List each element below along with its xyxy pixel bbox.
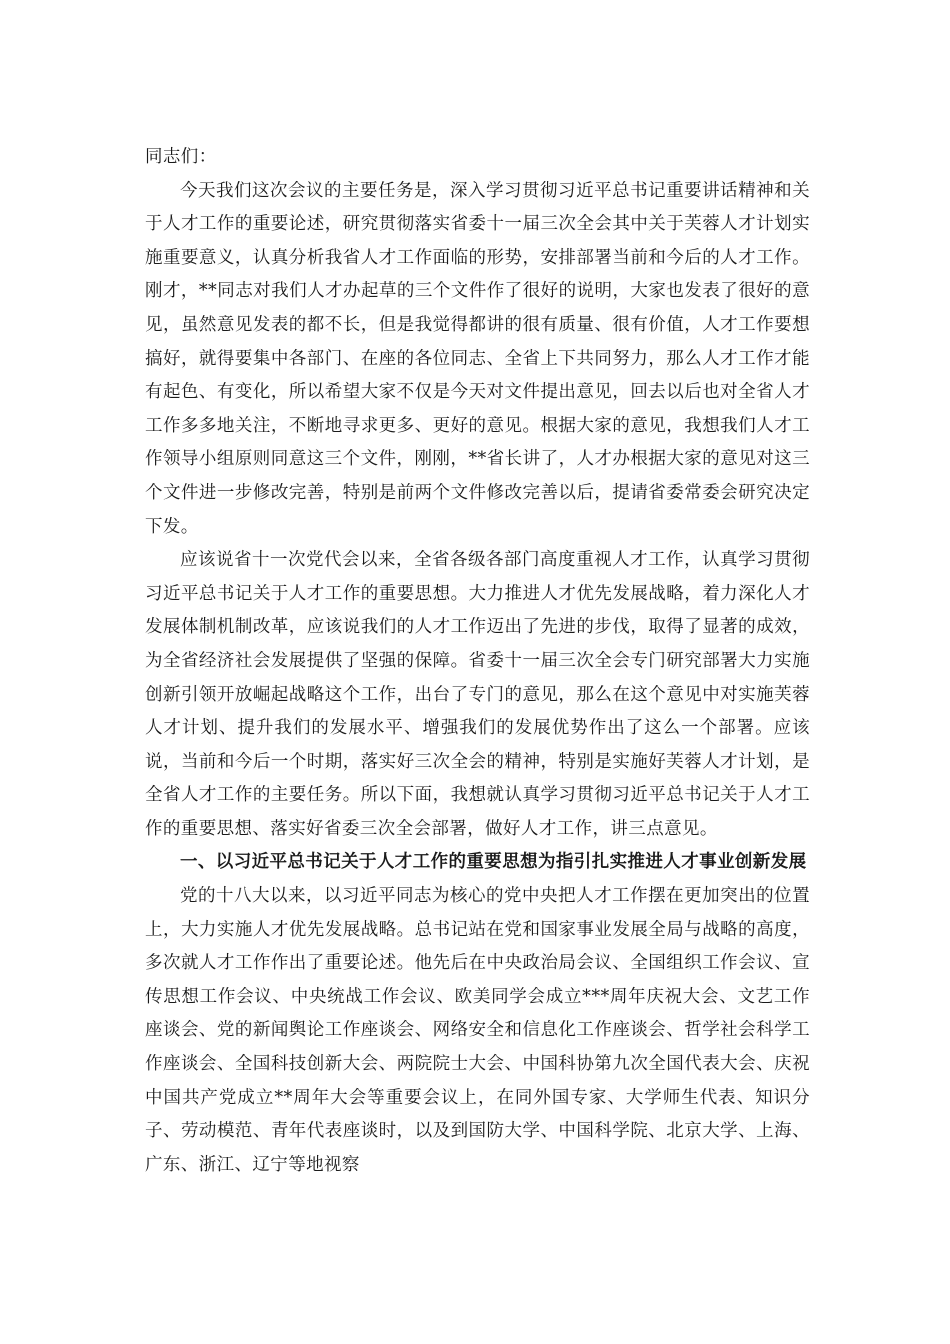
salutation: 同志们： — [145, 147, 217, 167]
document-body — [145, 141, 810, 1182]
paragraph-section-1: 党的十八大以来，以习近平同志为核心的党中央把人才工作摆在更加突出的位置上，大力实施人才优先发展战略。总书记站在党和国家事业发展全局与战略的高度，多次就人才工作作出了重要论述。他先后在中央政治局会议、全国组织工作会议、宣传思想工作会议、中央统战工作会议、欧美同学会成立***周年庆祝大会、文艺工作座谈会、党的新闻舆论工作座谈会、网络安全和信息化工作座谈会、哲学社会科学工作座谈会、全国科技创新大会、两院院士大会、中国科协第九次全国代表大会、庆祝中国共产党成立**周年大会等重要会议上，在同外国专家、大学师生代表、知识分子、劳动模范、青年代表座谈时，以及到国防大学、中国科学院、北京大学、上海、广东、浙江、辽宁等地视察 — [145, 886, 810, 1175]
paragraph-context: 应该说省十一次党代会以来，全省各级各部门高度重视人才工作，认真学习贯彻习近平总书记关于人才工作的重要思想。大力推进人才优先发展战略，着力深化人才发展体制机制改革，应该说我们的人才工作迈出了先进的步伐，取得了显著的成效，为全省经济社会发展提供了坚强的保障。省委十一届三次全会专门研究部署大力实施创新引领开放崛起战略这个工作，出台了专门的意见，那么在这个意见中对实施芙蓉人才计划、提升我们的发展水平、增强我们的发展优势作出了这么一个部署。应该说，当前和今后一个时期，落实好三次全会的精神，特别是实施好芙蓉人才计划，是全省人才工作的主要任务。所以下面，我想就认真学习贯彻习近平总书记关于人才工作的重要思想、落实好省委三次全会部署，做好人才工作，讲三点意见。 — [145, 550, 810, 839]
paragraph-opening: 今天我们这次会议的主要任务是，深入学习贯彻习近平总书记重要讲话精神和关于人才工作的重要论述，研究贯彻落实省委十一届三次全会其中关于芙蓉人才计划实施重要意义，认真分析我省人才工作面临的形势，安排部署当前和今后的人才工作。刚才，**同志对我们人才办起草的三个文件作了很好的说明，大家也发表了很好的意见，虽然意见发表的都不长，但是我觉得都讲的很有质量、很有价值，人才工作要想搞好，就得要集中各部门、在座的各位同志、全省上下共同努力，那么人才工作才能有起色、有变化，所以希望大家不仅是今天对文件提出意见，回去以后也对全省人才工作多多地关注，不断地寻求更多、更好的意见。根据大家的意见，我想我们人才工作领导小组原则同意这三个文件，刚刚，**省长讲了，人才办根据大家的意见对这三个文件进一步修改完善，特别是前两个文件修改完善以后，提请省委常委会研究决定下发。 — [145, 180, 810, 537]
section-heading-1: 一、以习近平总书记关于人才工作的重要思想为指引扎实推进人才事业创新发展 — [180, 852, 807, 873]
